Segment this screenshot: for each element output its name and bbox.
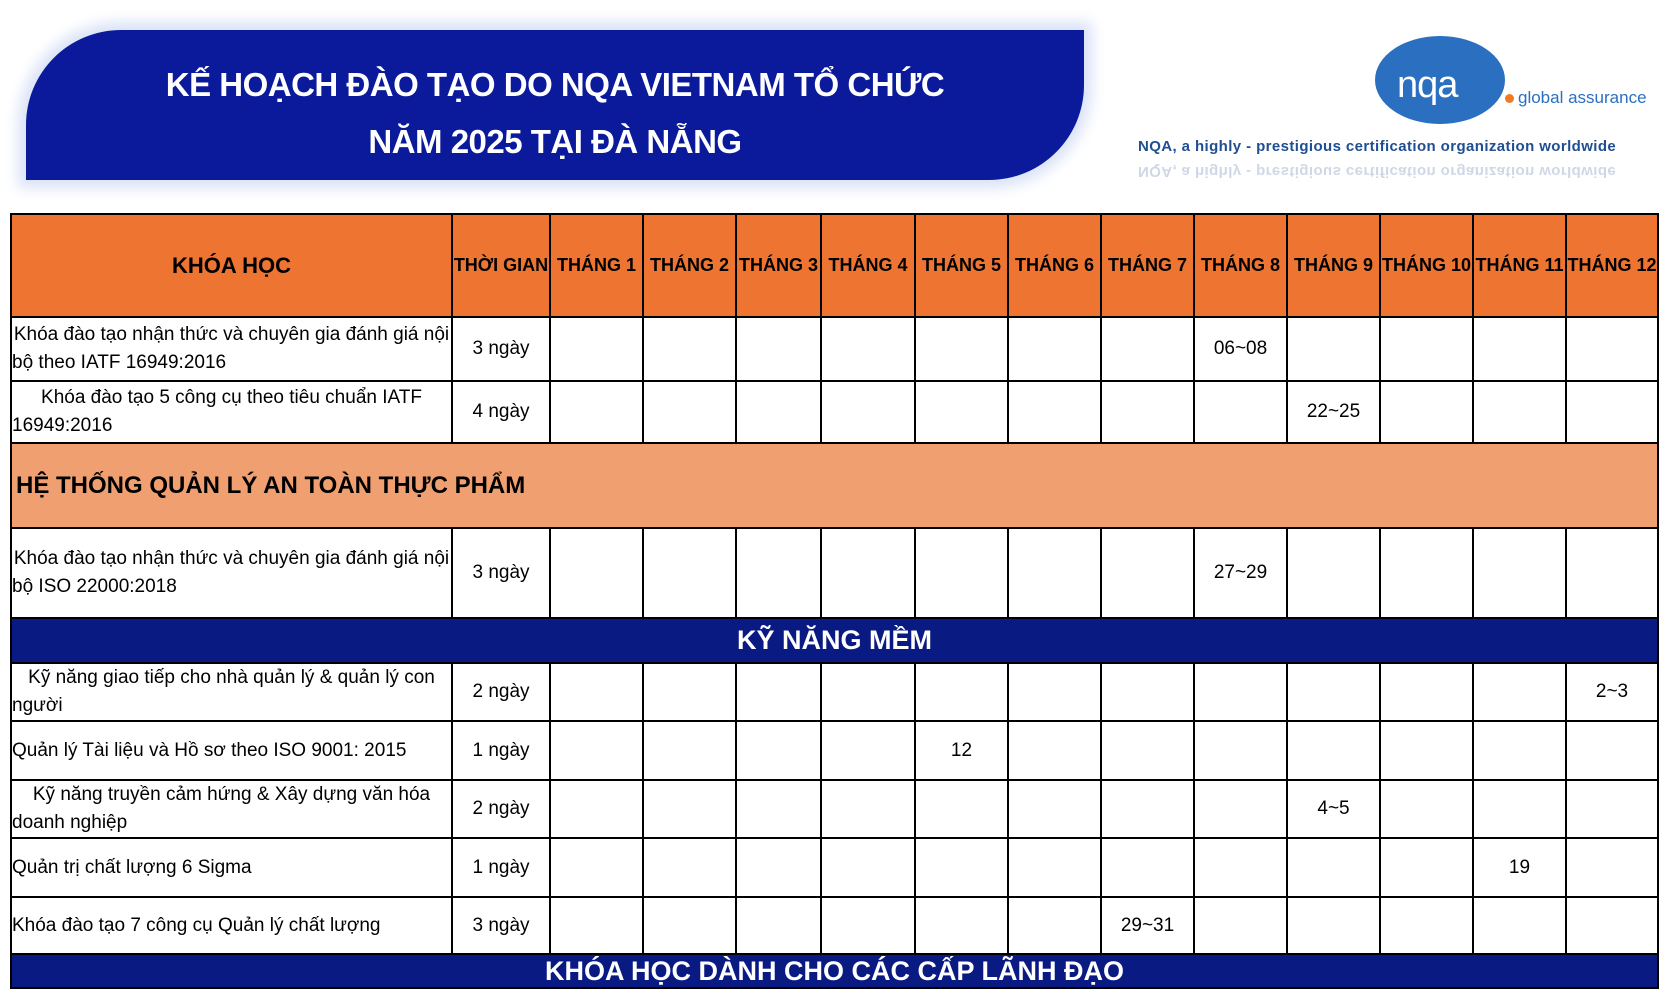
month-cell: [1008, 780, 1101, 838]
month-cell: [550, 317, 643, 381]
month-cell: [736, 897, 821, 954]
month-cell: [1566, 780, 1658, 838]
month-cell: [550, 663, 643, 721]
table-row: [11, 780, 1658, 838]
header-month-4: THÁNG 4: [821, 214, 915, 317]
month-cell: [1101, 663, 1194, 721]
header-month-5: THÁNG 5: [915, 214, 1008, 317]
month-cell: [1380, 663, 1473, 721]
section-title: KHÓA HỌC DÀNH CHO CÁC CẤP LÃNH ĐẠO: [11, 954, 1658, 988]
month-cell: [736, 381, 821, 443]
header-month-11: THÁNG 11: [1473, 214, 1566, 317]
month-cell: [1380, 838, 1473, 897]
month-cell: [643, 317, 736, 381]
month-cell: [1194, 721, 1287, 780]
month-cell: 06~08: [1194, 317, 1287, 381]
month-cell: [915, 838, 1008, 897]
month-cell: [1008, 838, 1101, 897]
title-line-2: NĂM 2025 TẠI ĐÀ NẴNG: [368, 123, 742, 160]
course-duration: 3 ngày: [452, 897, 550, 954]
month-cell: [550, 838, 643, 897]
month-cell: [821, 663, 915, 721]
header-month-6: THÁNG 6: [1008, 214, 1101, 317]
header-course: KHÓA HỌC: [11, 214, 452, 317]
month-cell: [915, 528, 1008, 618]
month-cell: [1194, 381, 1287, 443]
month-cell: [736, 721, 821, 780]
month-cell: [550, 528, 643, 618]
section-soft-skills: [11, 618, 1658, 663]
month-cell: [1101, 381, 1194, 443]
month-cell: [736, 838, 821, 897]
month-cell: [643, 721, 736, 780]
month-cell: [1566, 721, 1658, 780]
course-name: Khóa đào tạo 5 công cụ theo tiêu chuẩn IATF 16949:2016: [11, 381, 452, 443]
month-cell: [1101, 528, 1194, 618]
title-banner: [26, 30, 1084, 180]
section-title: HỆ THỐNG QUẢN LÝ AN TOÀN THỰC PHẨM: [11, 443, 1658, 528]
month-cell: 29~31: [1101, 897, 1194, 954]
month-cell: [1101, 838, 1194, 897]
training-schedule-table: [10, 213, 1659, 989]
month-cell: [643, 528, 736, 618]
month-cell: [821, 897, 915, 954]
section-food-safety: [11, 443, 1658, 528]
course-name: Khóa đào tạo nhận thức và chuyên gia đánh giá nội bộ ISO 22000:2018: [11, 528, 452, 618]
nqa-logo: [1135, 30, 1655, 195]
course-name: Kỹ năng giao tiếp cho nhà quản lý & quản lý con người: [11, 663, 452, 721]
month-cell: [1566, 838, 1658, 897]
month-cell: [1008, 897, 1101, 954]
course-name: Kỹ năng truyền cảm hứng & Xây dựng văn hóa doanh nghiệp: [11, 780, 452, 838]
month-cell: [1008, 317, 1101, 381]
header-month-3: THÁNG 3: [736, 214, 821, 317]
month-cell: [1008, 381, 1101, 443]
month-cell: [1194, 838, 1287, 897]
month-cell: [1380, 897, 1473, 954]
month-cell: [1473, 721, 1566, 780]
month-cell: [643, 838, 736, 897]
month-cell: [1380, 317, 1473, 381]
month-cell: [1194, 780, 1287, 838]
header-month-1: THÁNG 1: [550, 214, 643, 317]
table-row: [11, 381, 1658, 443]
month-cell: [1287, 838, 1380, 897]
header-month-2: THÁNG 2: [643, 214, 736, 317]
month-cell: [915, 663, 1008, 721]
month-cell: [1473, 381, 1566, 443]
month-cell: [1380, 528, 1473, 618]
month-cell: 2~3: [1566, 663, 1658, 721]
header-month-7: THÁNG 7: [1101, 214, 1194, 317]
month-cell: [1380, 721, 1473, 780]
month-cell: [1008, 528, 1101, 618]
logo-dot-icon: [1505, 94, 1514, 103]
course-duration: 2 ngày: [452, 663, 550, 721]
section-leadership: [11, 954, 1658, 988]
month-cell: [821, 721, 915, 780]
month-cell: [1287, 897, 1380, 954]
month-cell: [1473, 780, 1566, 838]
month-cell: [1008, 663, 1101, 721]
month-cell: [821, 528, 915, 618]
month-cell: [643, 663, 736, 721]
title-line-1: KẾ HOẠCH ĐÀO TẠO DO NQA VIETNAM TỔ CHỨC: [165, 66, 945, 103]
month-cell: [1380, 780, 1473, 838]
month-cell: [1101, 721, 1194, 780]
month-cell: [821, 780, 915, 838]
section-title: KỸ NĂNG MỀM: [11, 618, 1658, 663]
month-cell: [736, 780, 821, 838]
month-cell: [1380, 381, 1473, 443]
month-cell: 22~25: [1287, 381, 1380, 443]
month-cell: [550, 897, 643, 954]
header-month-8: THÁNG 8: [1194, 214, 1287, 317]
month-cell: [821, 381, 915, 443]
month-cell: [1473, 528, 1566, 618]
table-row: [11, 897, 1658, 954]
course-name: Quản trị chất lượng 6 Sigma: [11, 838, 452, 897]
course-duration: 1 ngày: [452, 838, 550, 897]
month-cell: [736, 317, 821, 381]
month-cell: [1008, 721, 1101, 780]
month-cell: [736, 528, 821, 618]
month-cell: [1194, 663, 1287, 721]
course-duration: 4 ngày: [452, 381, 550, 443]
course-name: Khóa đào tạo 7 công cụ Quản lý chất lượng: [11, 897, 452, 954]
table-row: [11, 663, 1658, 721]
course-duration: 1 ngày: [452, 721, 550, 780]
header-month-10: THÁNG 10: [1380, 214, 1473, 317]
month-cell: [915, 317, 1008, 381]
month-cell: [1473, 897, 1566, 954]
month-cell: [643, 780, 736, 838]
course-duration: 3 ngày: [452, 528, 550, 618]
month-cell: [1473, 317, 1566, 381]
month-cell: [736, 663, 821, 721]
month-cell: [1194, 897, 1287, 954]
month-cell: [550, 381, 643, 443]
logo-tagline-reflection: NQA, a highly - prestigious certification organization worldwide: [1138, 163, 1617, 180]
logo-mark: nqa: [1397, 64, 1458, 106]
course-name: Quản lý Tài liệu và Hồ sơ theo ISO 9001: 2015: [11, 721, 452, 780]
month-cell: [915, 780, 1008, 838]
header-duration: THỜI GIAN: [452, 214, 550, 317]
month-cell: 27~29: [1194, 528, 1287, 618]
course-duration: 3 ngày: [452, 317, 550, 381]
month-cell: [821, 838, 915, 897]
month-cell: [643, 381, 736, 443]
month-cell: [915, 381, 1008, 443]
month-cell: [1287, 317, 1380, 381]
table-row: [11, 721, 1658, 780]
course-duration: 2 ngày: [452, 780, 550, 838]
month-cell: [550, 780, 643, 838]
month-cell: [643, 897, 736, 954]
header-month-9: THÁNG 9: [1287, 214, 1380, 317]
month-cell: [1287, 663, 1380, 721]
month-cell: [1566, 897, 1658, 954]
month-cell: [1101, 780, 1194, 838]
month-cell: 12: [915, 721, 1008, 780]
month-cell: 19: [1473, 838, 1566, 897]
month-cell: [1101, 317, 1194, 381]
header-month-12: THÁNG 12: [1566, 214, 1658, 317]
table-row: [11, 838, 1658, 897]
month-cell: [1566, 317, 1658, 381]
month-cell: [550, 721, 643, 780]
month-cell: [1287, 721, 1380, 780]
table-header-row: [11, 214, 1658, 317]
month-cell: [1287, 528, 1380, 618]
logo-subtitle: global assurance: [1518, 88, 1647, 107]
month-cell: [1566, 381, 1658, 443]
table-row: [11, 317, 1658, 381]
month-cell: [1473, 663, 1566, 721]
month-cell: [915, 897, 1008, 954]
month-cell: 4~5: [1287, 780, 1380, 838]
logo-tagline: NQA, a highly - prestigious certification organization worldwide: [1138, 138, 1617, 155]
month-cell: [821, 317, 915, 381]
month-cell: [1566, 528, 1658, 618]
course-name: Khóa đào tạo nhận thức và chuyên gia đánh giá nội bộ theo IATF 16949:2016: [11, 317, 452, 381]
table-row: [11, 528, 1658, 618]
